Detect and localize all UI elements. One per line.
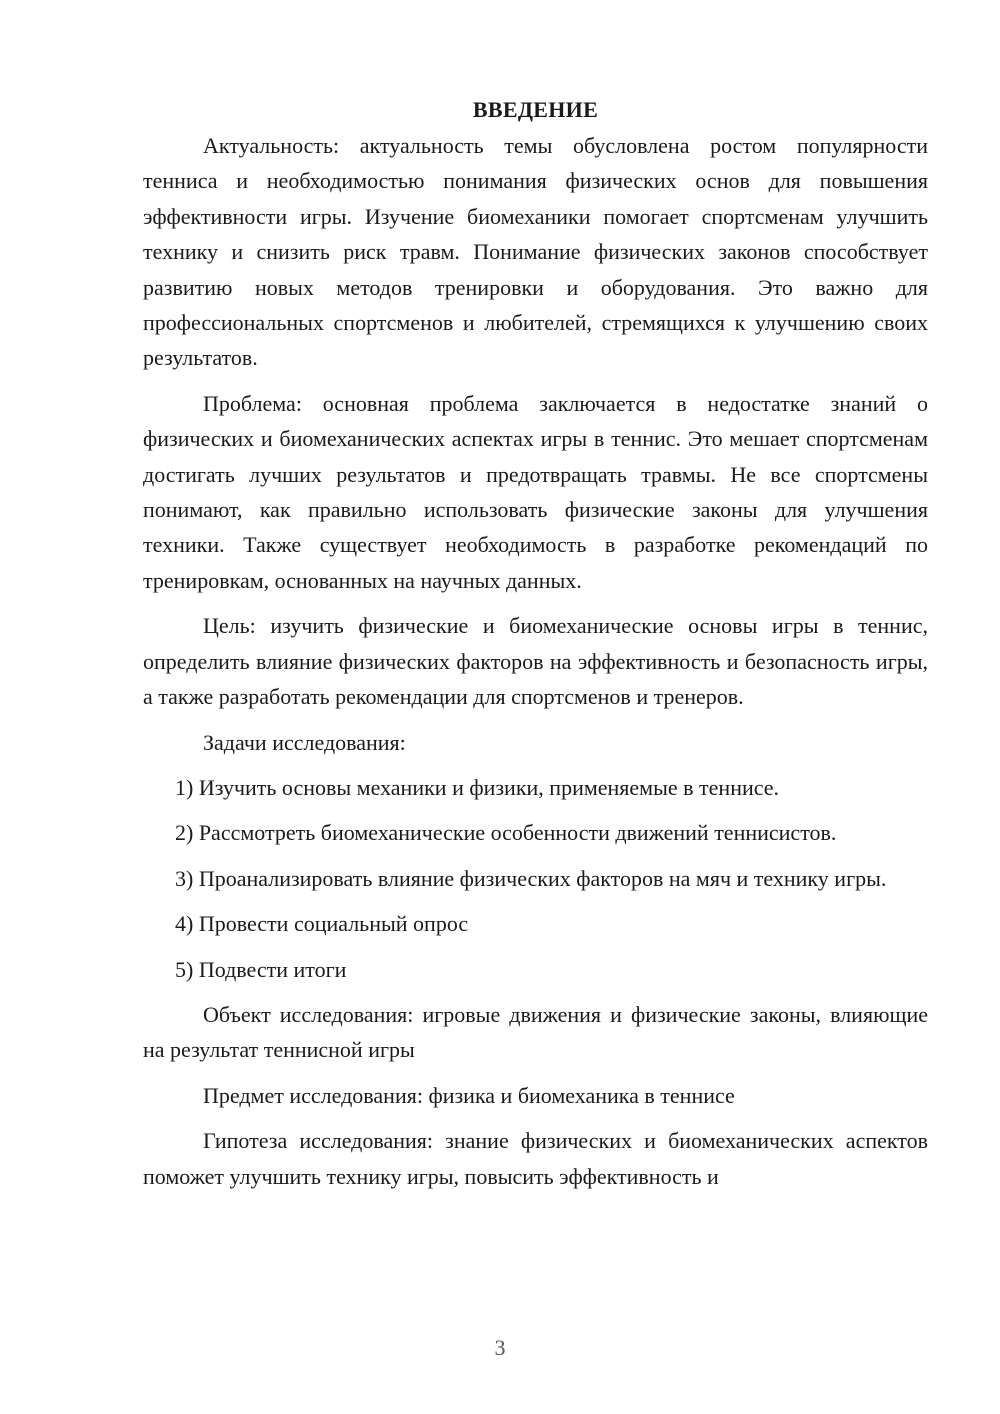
paragraph-goal: Цель: изучить физические и биомеханические основы игры в теннис, определить влияние физических факторов на эффективность и безопасность игры, а также разработать рекомендации для спортсменов и тренеров. [143, 613, 928, 710]
paragraph-relevance: Актуальность: актуальность темы обусловлена ростом популярности тенниса и необходимостью понимания физических основ для повышения эффективности игры. Изучение биомеханики помогает спортсменам улучшить технику и снизить риск травм. Понимание физических законов способствует развитию новых методов тренировки и оборудования. Это важно для профессиональных спортсменов и любителей, стремящихся к улучшению своих результатов. [143, 133, 928, 371]
paragraph-subject: Предмет исследования: физика и биомеханика в теннисе [203, 1082, 735, 1108]
paragraph-hypothesis: Гипотеза исследования: знание физических и биомеханических аспектов поможет улучшить технику игры, повысить эффективность и [143, 1128, 928, 1189]
task-item-4: 4) Провести социальный опрос [175, 911, 469, 937]
document-page [143, 92, 928, 1194]
paragraph-problem: Проблема: основная проблема заключается в недостатке знаний о физических и биомеханических аспектах игры в теннис. Это мешает спортсменам достигать лучших результатов и предотвращать травмы. Не все спортсмены понимают, как правильно использовать физические законы для улучшения техники. Также существует необходимость в разработке рекомендаций по тренировкам, основанных на научных данных. [143, 390, 928, 593]
section-title: ВВЕДЕНИЕ [472, 97, 599, 122]
paragraph-object: Объект исследования: игровые движения и физические законы, влияющие на результат теннисной игры [143, 1001, 928, 1063]
task-item-5: 5) Подвести итоги [175, 956, 347, 982]
tasks-heading: Задачи исследования: [203, 729, 406, 755]
page-number: 3 [494, 1335, 506, 1360]
task-item-2: 2) Рассмотреть биомеханические особенности движений теннисистов. [175, 820, 837, 846]
task-item-3: 3) Проанализировать влияние физических факторов на мяч и технику игры. [175, 865, 887, 891]
task-item-1: 1) Изучить основы механики и физики, применяемые в теннисе. [175, 774, 780, 800]
